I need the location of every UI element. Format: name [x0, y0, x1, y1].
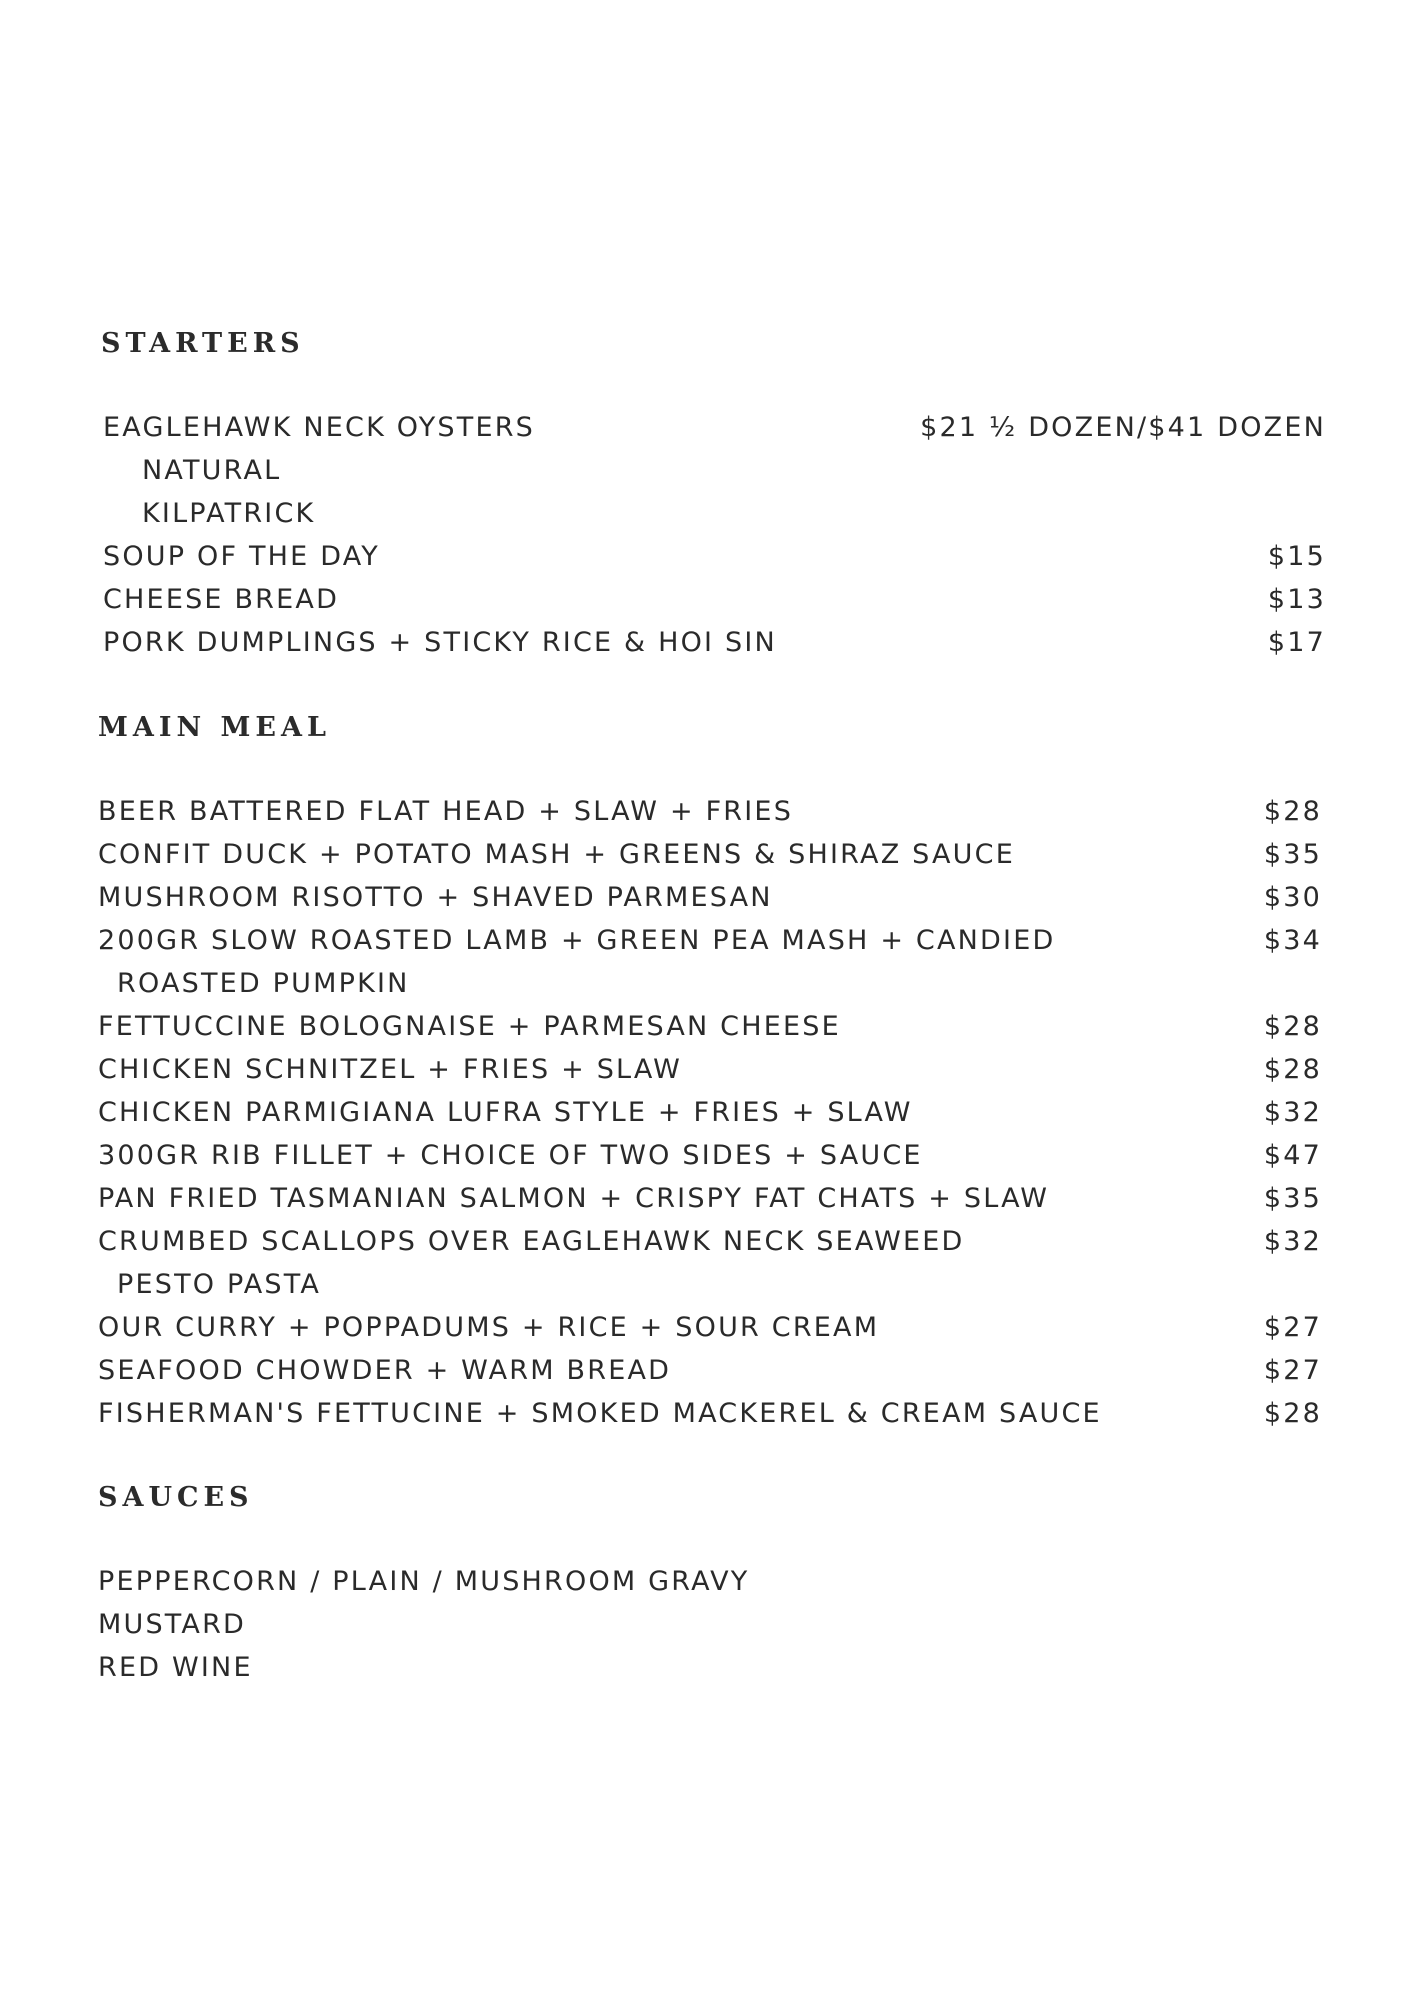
menu-item-name: SEAFOOD CHOWDER + WARM BREAD — [98, 1355, 672, 1386]
menu-item-continuation: ROASTED PUMPKIN — [117, 968, 410, 999]
menu-item-price: $21 ½ DOZEN/$41 DOZEN — [920, 412, 1326, 443]
menu-item-price: $47 — [1263, 1140, 1322, 1171]
menu-item-price: $35 — [1263, 839, 1322, 870]
sauce-item: RED WINE — [98, 1652, 253, 1683]
menu-item-name: CRUMBED SCALLOPS OVER EAGLEHAWK NECK SEAWEED — [98, 1226, 965, 1257]
sauces-heading: SAUCES — [98, 1482, 254, 1513]
menu-item-name: EAGLEHAWK NECK OYSTERS — [103, 412, 536, 443]
menu-item-name: FISHERMAN'S FETTUCINE + SMOKED MACKEREL & CREAM SAUCE — [98, 1398, 1102, 1429]
menu-item-continuation: PESTO PASTA — [117, 1269, 322, 1300]
menu-item-price: $35 — [1263, 1183, 1322, 1214]
menu-item-name: SOUP OF THE DAY — [103, 541, 381, 572]
main-meal-heading: MAIN MEAL — [98, 712, 331, 743]
menu-item-price: $28 — [1263, 1398, 1322, 1429]
menu-item-price: $32 — [1263, 1226, 1322, 1257]
menu-item-option: NATURAL — [142, 455, 282, 486]
menu-item-name: BEER BATTERED FLAT HEAD + SLAW + FRIES — [98, 796, 794, 827]
menu-item-price: $28 — [1263, 1054, 1322, 1085]
menu-item-price: $34 — [1263, 925, 1322, 956]
menu-item-option: KILPATRICK — [142, 498, 316, 529]
menu-item-price: $32 — [1263, 1097, 1322, 1128]
menu-item-price: $15 — [1267, 541, 1326, 572]
menu-item-price: $30 — [1263, 882, 1322, 913]
menu-item-name: CONFIT DUCK + POTATO MASH + GREENS & SHIRAZ SAUCE — [98, 839, 1015, 870]
menu-item-price: $17 — [1267, 627, 1326, 658]
menu-item-price: $27 — [1263, 1355, 1322, 1386]
menu-item-name: PORK DUMPLINGS + STICKY RICE & HOI SIN — [103, 627, 777, 658]
menu-item-price: $28 — [1263, 1011, 1322, 1042]
sauce-item: PEPPERCORN / PLAIN / MUSHROOM GRAVY — [98, 1566, 750, 1597]
menu-item-name: OUR CURRY + POPPADUMS + RICE + SOUR CREAM — [98, 1312, 880, 1343]
menu-item-price: $28 — [1263, 796, 1322, 827]
starters-heading: STARTERS — [101, 328, 305, 359]
menu-item-price: $13 — [1267, 584, 1326, 615]
menu-item-name: PAN FRIED TASMANIAN SALMON + CRISPY FAT CHATS + SLAW — [98, 1183, 1050, 1214]
menu-item-price: $27 — [1263, 1312, 1322, 1343]
sauce-item: MUSTARD — [98, 1609, 247, 1640]
menu-item-name: CHEESE BREAD — [103, 584, 340, 615]
menu-item-name: MUSHROOM RISOTTO + SHAVED PARMESAN — [98, 882, 773, 913]
menu-item-name: CHICKEN PARMIGIANA LUFRA STYLE + FRIES + SLAW — [98, 1097, 913, 1128]
menu-item-name: CHICKEN SCHNITZEL + FRIES + SLAW — [98, 1054, 682, 1085]
menu-item-name: 300GR RIB FILLET + CHOICE OF TWO SIDES + SAUCE — [98, 1140, 923, 1171]
menu-item-name: 200GR SLOW ROASTED LAMB + GREEN PEA MASH + CANDIED — [98, 925, 1056, 956]
menu-item-name: FETTUCCINE BOLOGNAISE + PARMESAN CHEESE — [98, 1011, 841, 1042]
